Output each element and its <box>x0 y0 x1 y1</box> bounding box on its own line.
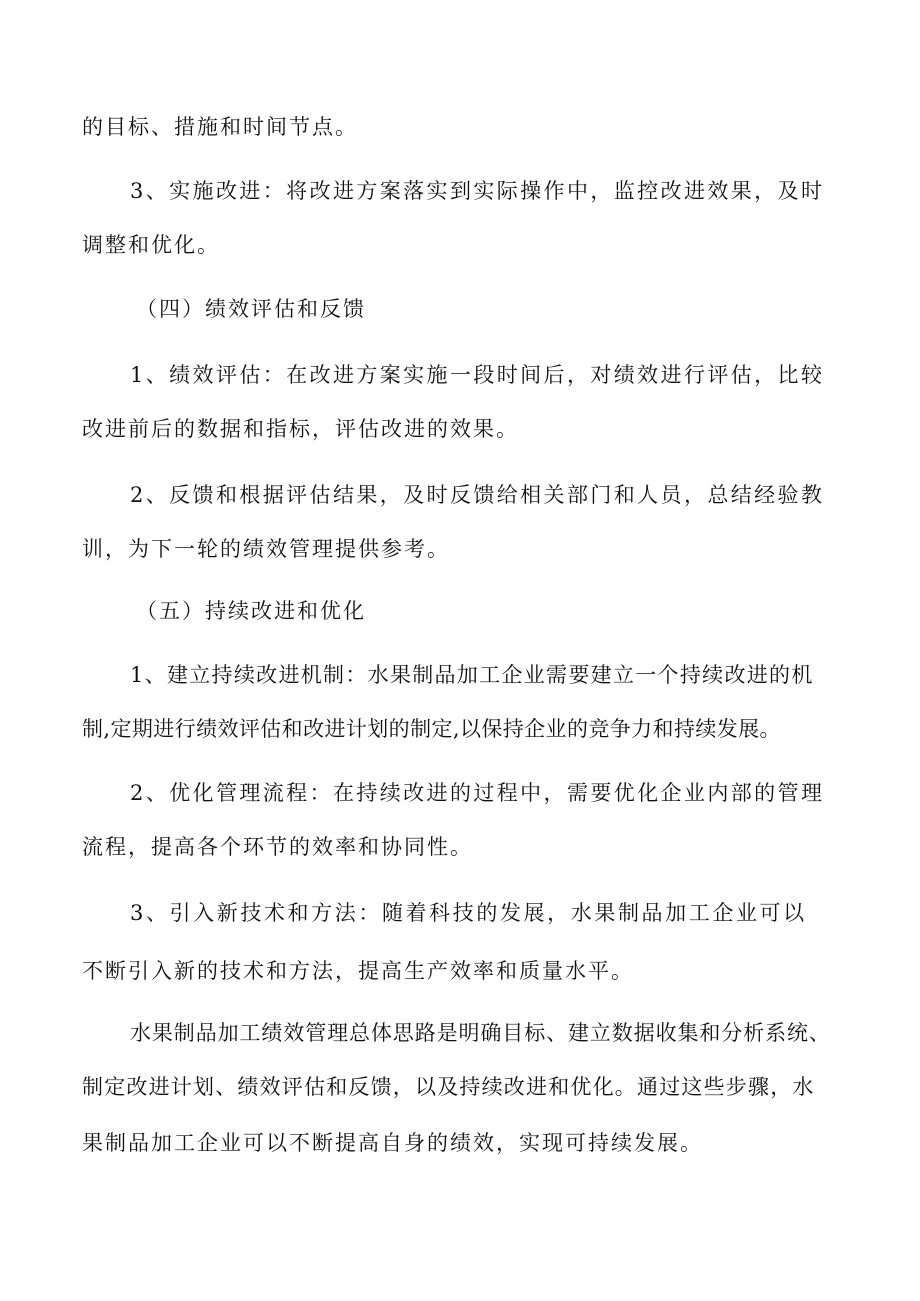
text-line: 流程，提高各个环节的效率和协同性。 <box>82 835 473 859</box>
section-heading: （四）绩效评估和反馈 <box>136 297 366 321</box>
text-line: 3、实施改进：将改进方案落实到实际操作中，监控改进效果，及时 <box>130 179 825 203</box>
text-line: 水果制品加工绩效管理总体思路是明确目标、建立数据收集和分析系统、 <box>130 1021 831 1045</box>
text-line: 制定改进计划、绩效评估和反馈，以及持续改进和优化。通过这些步骤，水 <box>82 1075 815 1099</box>
text-line: 改进前后的数据和指标，评估改进的效果。 <box>82 417 519 441</box>
text-line: 1、绩效评估：在改进方案实施一段时间后，对绩效进行评估，比较 <box>130 363 825 387</box>
text-line: 不断引入新的技术和方法，提高生产效率和质量水平。 <box>82 959 634 983</box>
text-line: 2、反馈和根据评估结果，及时反馈给相关部门和人员，总结经验教 <box>130 483 825 507</box>
text-line: 果制品加工企业可以不断提高自身的绩效，实现可持续发展。 <box>82 1131 703 1155</box>
text-line: 制,定期进行绩效评估和改进计划的制定,以保持企业的竞争力和持续发展。 <box>82 717 781 741</box>
text-line: 调整和优化。 <box>82 233 220 257</box>
text-line: 2、优化管理流程：在持续改进的过程中，需要优化企业内部的管理 <box>130 781 825 805</box>
text-line: 1、建立持续改进机制：水果制品加工企业需要建立一个持续改进的机 <box>130 663 814 687</box>
text-line: 训，为下一轮的绩效管理提供参考。 <box>82 537 450 561</box>
text-line: 的目标、措施和时间节点。 <box>82 115 358 139</box>
section-heading: （五）持续改进和优化 <box>136 599 366 623</box>
text-line: 3、引入新技术和方法：随着科技的发展，水果制品加工企业可以 <box>130 901 807 925</box>
